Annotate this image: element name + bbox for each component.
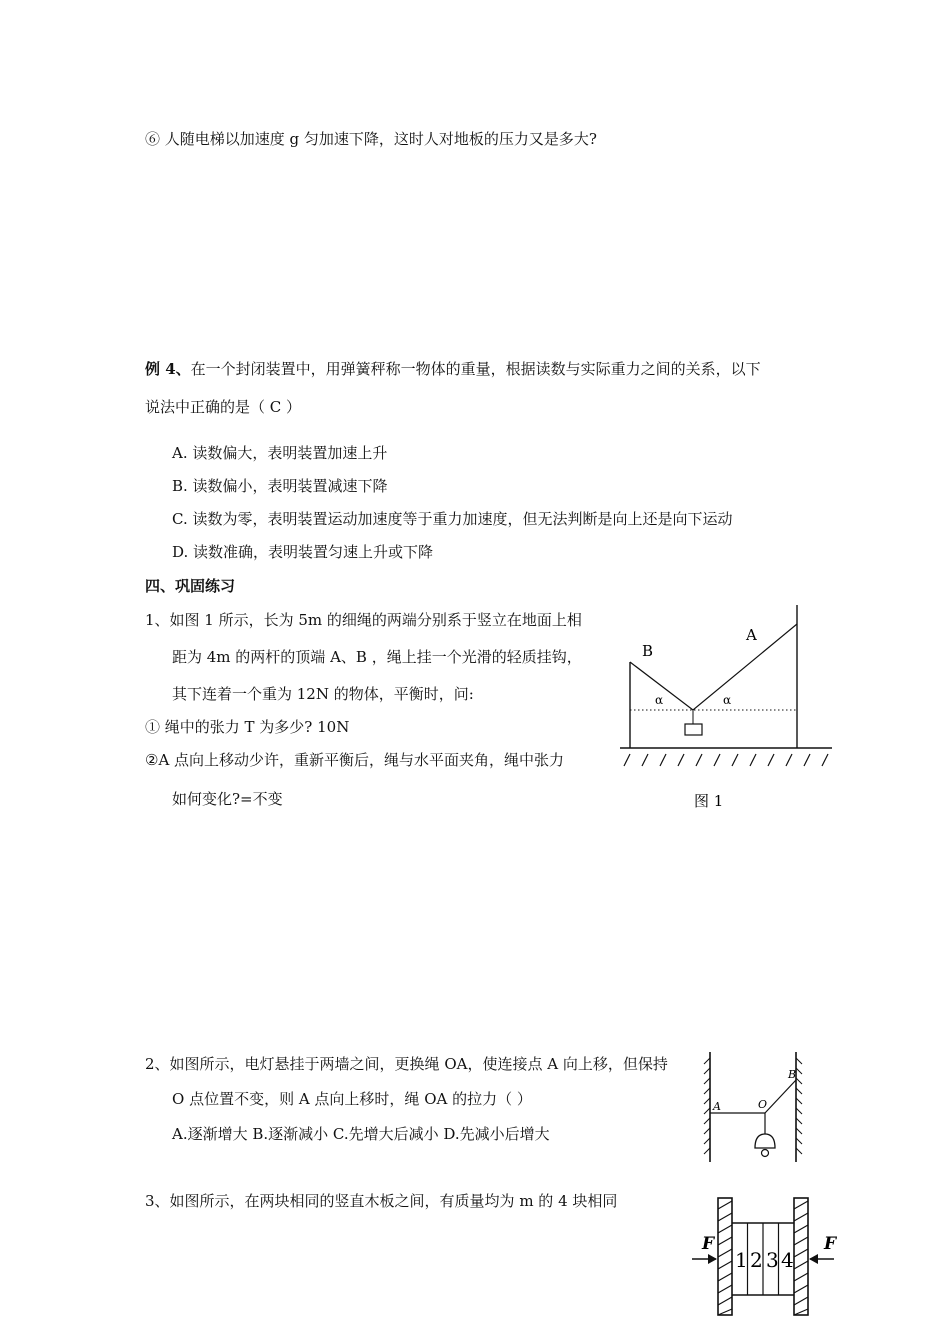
problem-1-line2: 距为 4m 的两杆的顶端 A、B ，绳上挂一个光滑的轻质挂钩，: [172, 648, 582, 666]
right-board: [794, 1198, 808, 1315]
left-board: [718, 1198, 732, 1315]
example-4-label: 例 4、: [145, 360, 191, 378]
problem-2-options: A.逐渐增大 B.逐渐减小 C.先增大后减小 D.先减小后增大: [172, 1125, 550, 1143]
right-wall-hatching: [796, 1058, 802, 1154]
label-b: B: [642, 642, 654, 660]
option-d: D. 读数准确，表明装置匀速上升或下降: [172, 543, 434, 561]
block-4-label: 4: [781, 1248, 794, 1272]
label-b-fig2: B: [788, 1068, 797, 1081]
block-2-label: 2: [750, 1248, 763, 1272]
rope-ob: [765, 1080, 796, 1113]
force-label-right: F: [824, 1234, 837, 1254]
option-c: C. 读数为零，表明装置运动加速度等于重力加速度，但无法判断是向上还是向下运动: [172, 510, 733, 528]
block-1-label: 1: [735, 1248, 748, 1272]
example-4-line1: [145, 360, 761, 378]
problem-1-line1: 1、如图 1 所示，长为 5m 的细绳的两端分别系于竖立在地面上相: [145, 611, 582, 629]
problem-1-line3: 其下连着一个重为 12N 的物体，平衡时，问:: [172, 685, 474, 703]
example-4-line2: 说法中正确的是（ C ）: [145, 398, 302, 416]
option-b: B. 读数偏小，表明装置减速下降: [172, 477, 388, 495]
force-arrowhead-left: [708, 1254, 717, 1264]
alpha-left: α: [655, 693, 664, 707]
alpha-right: α: [723, 693, 732, 707]
figure-2-diagram: [700, 1050, 815, 1168]
left-wall-hatching: [704, 1058, 710, 1154]
problem-2-line2: O 点位置不变，则 A 点向上移时，绳 OA 的拉力（ ）: [172, 1090, 532, 1108]
weight-box: [685, 724, 702, 735]
lamp-icon: [755, 1134, 775, 1148]
left-board-hatching: [718, 1201, 732, 1315]
problem-3-line1: 3、如图所示，在两块相同的竖直木板之间，有质量均为 m 的 4 块相同: [145, 1192, 618, 1210]
bulb-icon: [762, 1150, 769, 1157]
label-o-fig2: O: [758, 1098, 768, 1111]
label-a-fig2: A: [713, 1100, 721, 1113]
section-heading: 四、巩固练习: [145, 577, 236, 595]
problem-1-q2-cont: 如何变化?=不变: [172, 790, 283, 808]
figure-1-caption: 图 1: [694, 792, 724, 810]
force-arrowhead-right: [809, 1254, 818, 1264]
question-6: ⑥ 人随电梯以加速度 g 匀加速下降，这时人对地板的压力又是多大?: [145, 130, 597, 148]
force-label-left: F: [702, 1234, 715, 1254]
figure-3-diagram: [688, 1195, 848, 1320]
block-3-label: 3: [766, 1248, 779, 1272]
problem-1-q1: ① 绳中的张力 T 为多少? 10N: [145, 718, 350, 736]
right-board-hatching: [794, 1201, 808, 1315]
problem-1-q2: ②A 点向上移动少许，重新平衡后，绳与水平面夹角，绳中张力: [145, 751, 565, 769]
problem-2-line1: 2、如图所示，电灯悬挂于两墙之间，更换绳 OA，使连接点 A 向上移，但保持: [145, 1055, 668, 1073]
example-4-text: 在一个封闭装置中，用弹簧秤称一物体的重量，根据读数与实际重力之间的关系，以下: [190, 360, 761, 378]
option-a: A. 读数偏大，表明装置加速上升: [172, 444, 388, 462]
figure-1-diagram: [610, 600, 840, 815]
ground-hatching: [624, 754, 828, 766]
label-a: A: [746, 626, 757, 644]
